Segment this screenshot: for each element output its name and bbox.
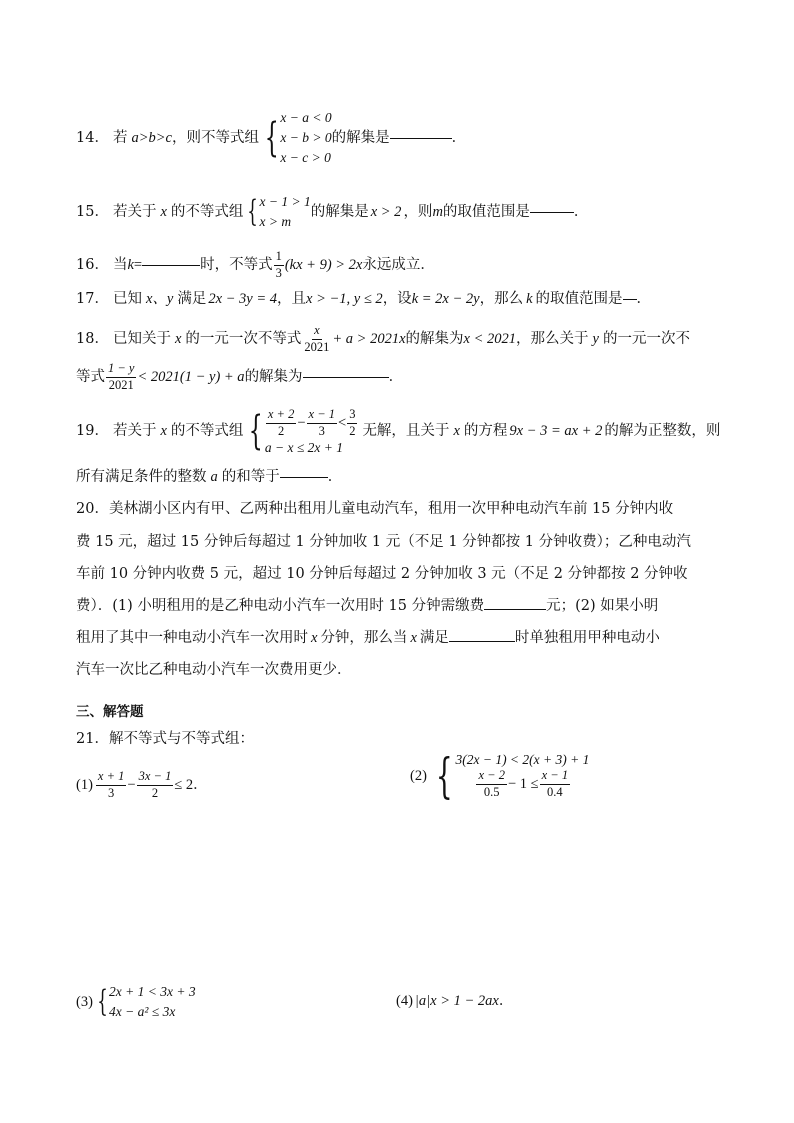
q20-line-5c: 满足 — [419, 630, 449, 646]
q21-p2-f2-den: 0.4 — [547, 784, 563, 799]
q15-var2: m — [432, 203, 443, 220]
question-20-line-3 — [76, 567, 688, 582]
q19-text3: 无解，且关于 — [362, 422, 450, 439]
q21-p1-f2-den: 2 — [151, 785, 159, 800]
question-14 — [76, 108, 466, 168]
q17-cond: x > −1, y ≤ 2 — [306, 291, 383, 307]
q17-text: 已知 — [112, 291, 142, 307]
question-20-line-5 — [76, 631, 660, 646]
q16-prefix: 当 — [112, 257, 128, 273]
question-18-line-2 — [76, 362, 403, 393]
q16-text2: 时，不等式 — [200, 257, 273, 273]
q18-var2: y — [592, 331, 599, 347]
q20-var2: x — [410, 630, 417, 646]
q17-text3: ，且 — [277, 291, 307, 307]
q16-frac-den: 3 — [275, 265, 282, 280]
q19-var3: a — [210, 469, 218, 485]
question-17 — [76, 292, 651, 307]
q20-line-5b: 分钟，那么当 — [320, 630, 408, 646]
q16-eq: = — [133, 257, 143, 273]
q21-p3-row-2: 4x − a² ≤ 3x — [109, 1004, 176, 1019]
q19-f1-den: 2 — [277, 423, 285, 438]
question-20 — [76, 502, 673, 517]
q17-eq2: k = 2x − 2y — [411, 291, 480, 307]
q20-line-6: 汽车一次比乙种电动小汽车一次费用更少． — [76, 662, 352, 678]
q18-cond: x < 2021 — [463, 331, 517, 347]
q16-expr: (kx + 9) > 2x — [284, 257, 363, 273]
q14-end: ． — [451, 129, 467, 146]
brace-icon: { — [249, 408, 264, 454]
q18-fraction — [302, 324, 331, 355]
q19-f2-den: 3 — [318, 423, 325, 438]
q16-answer-blank[interactable] — [142, 264, 200, 266]
q14-answer-blank[interactable] — [390, 137, 452, 139]
q14-prefix: 若 — [112, 129, 128, 146]
q21-p2-f1-num: x − 2 — [476, 769, 506, 785]
q17-var: k — [526, 291, 533, 307]
q21-p2-f1-den: 0.5 — [483, 784, 500, 799]
q20-number: 20． — [76, 501, 109, 517]
q14-row-1: x − a < 0 — [280, 110, 332, 125]
q21-number: 21． — [76, 731, 109, 747]
q19-eq: 9x − 3 = ax + 2 — [509, 422, 603, 439]
q21-p4-label: (4) — [396, 993, 413, 1009]
q16-frac-num: 1 — [274, 250, 284, 266]
q17-text6: 的取值范围是 — [535, 291, 623, 307]
q21-p2-row-2 — [475, 769, 589, 800]
q17-end: ． — [636, 291, 652, 307]
q18-var: x — [174, 331, 182, 347]
q18-text7: 的解集为 — [244, 369, 303, 385]
q19-text2: 的不等式组 — [170, 422, 244, 439]
q21-p2-system — [429, 748, 590, 804]
q15-var: x — [160, 203, 167, 220]
q18-frac2-den: 2021 — [108, 377, 134, 392]
q17-number: 17． — [76, 291, 109, 307]
q14-number: 14． — [76, 129, 109, 146]
q14-condition: a>b>c — [131, 129, 172, 146]
q18-text5: 的一元一次不 — [602, 331, 690, 347]
q19-line2a: 所有满足条件的整数 — [76, 469, 207, 485]
q17-text4: ，设 — [382, 291, 412, 307]
q15-cond: x > 2 — [370, 203, 402, 220]
q14-suffix: 的解集是 — [331, 129, 390, 146]
q14-mid: ，则不等式组 — [171, 129, 259, 146]
section-title: 三、解答题 — [76, 704, 144, 720]
q21-p1-end: ． — [193, 777, 208, 793]
question-20-line-2 — [76, 535, 691, 550]
q16-number: 16． — [76, 257, 109, 273]
q18-frac2-num: 1 − y — [106, 362, 136, 378]
q20-var: x — [311, 630, 318, 646]
q18-text1: 已知关于 — [112, 331, 171, 347]
q15-end: ． — [573, 203, 589, 220]
q19-number: 19． — [76, 422, 109, 439]
q21-p1-f1-den: 3 — [108, 785, 115, 800]
q19-row-1: $\frac{x + 2}{2}$ − $\frac{x - 1}{3}$ < $\frac{3}{2}$ — [267, 407, 356, 438]
q16-text3: 永远成立． — [362, 257, 435, 273]
q15-text2: 的解集是 — [310, 203, 369, 220]
brace-icon: { — [247, 194, 259, 229]
q18-text6: 等式 — [76, 369, 105, 385]
q18-number: 18． — [76, 331, 109, 347]
q19-system — [243, 408, 358, 454]
q15-text3: ，则 — [403, 203, 433, 220]
q18-text2: 的一元一次不等式 — [185, 331, 302, 347]
q15-row-1: x − 1 > 1 — [259, 194, 311, 209]
q20-line-4a: 费）．(1) 小明租用的是乙种电动小汽车一次用时 15 分钟需缴费 — [76, 598, 485, 614]
q20-line-1: 美林湖小区内有甲、乙两种出租用儿童电动汽车，租用一次甲种电动汽车前 15 分钟内收 — [108, 501, 674, 517]
q19-answer-blank[interactable] — [280, 476, 328, 478]
q20-answer-blank-1[interactable] — [484, 608, 546, 610]
q19-f2-num: x − 1 — [307, 408, 337, 424]
q14-row-2: x − b > 0 — [280, 130, 332, 145]
q21-text: 解不等式与不等式组： — [108, 731, 254, 747]
q21-p2-label: (2) — [410, 767, 427, 784]
q21-part-1 — [76, 770, 208, 801]
q21-p2-f2-num: x − 1 — [540, 769, 570, 785]
q20-line-5a: 租用了其中一种电动小汽车一次用时 — [76, 630, 308, 646]
q18-frac-den: 2021 — [304, 339, 330, 354]
q15-number: 15． — [76, 203, 109, 220]
q19-var: x — [160, 422, 167, 439]
q21-part-2 — [410, 748, 590, 804]
q15-prefix: 若关于 — [112, 203, 157, 220]
q21-p1-f1-num: x + 1 — [96, 770, 126, 786]
q16-fraction — [274, 250, 284, 281]
question-21 — [76, 732, 254, 747]
brace-icon: { — [435, 748, 453, 804]
q21-p3-row-1: 2x + 1 < 3x + 3 — [109, 984, 196, 999]
q15-mid: 的不等式组 — [170, 203, 244, 220]
q19-f1-num: x + 2 — [266, 408, 296, 424]
q17-text2: 满足 — [177, 291, 207, 307]
question-20-line-6 — [76, 663, 352, 678]
q15-row-2: x > m — [259, 214, 292, 229]
q19-text1: 若关于 — [112, 422, 157, 439]
question-15 — [76, 192, 588, 232]
question-20-line-4 — [76, 599, 658, 614]
q20-answer-blank-2[interactable] — [449, 640, 515, 642]
q21-p3-system — [93, 982, 196, 1022]
q21-p2-mid: − 1 ≤ — [507, 776, 539, 792]
q20-line-5d: 时单独租用甲种电动小 — [514, 630, 660, 646]
q14-system — [259, 108, 332, 168]
question-19 — [76, 408, 720, 454]
q18-expr1: + a > 2021x — [332, 331, 406, 347]
q17-eq1: 2x − 3y = 4 — [208, 291, 278, 307]
q15-text4: 的取值范围是 — [442, 203, 530, 220]
q18-expr2: < 2021(1 − y) + a — [137, 369, 245, 385]
q14-row-3: x − c > 0 — [280, 150, 331, 165]
q19-text4: 的方程 — [463, 422, 508, 439]
question-19-line-2 — [76, 470, 342, 485]
q15-answer-blank[interactable] — [530, 211, 574, 213]
q18-answer-blank[interactable] — [303, 376, 389, 378]
q19-line2b: 的和等于 — [221, 469, 280, 485]
q19-row-2: a − x ≤ 2x + 1 — [264, 439, 343, 455]
brace-icon: { — [97, 984, 108, 1019]
q21-p1-tail: ≤ 2 — [174, 777, 194, 793]
q16-var: k — [127, 257, 134, 273]
q21-part-4 — [396, 994, 513, 1009]
q18-end: ． — [388, 369, 404, 385]
q21-p1-f2-num: 3x − 1 — [137, 770, 174, 786]
q20-line-2: 费 15 元，超过 15 分钟后每超过 1 分钟加收 1 元（不足 1 分钟都按 1 分钟收费）；乙种电动汽 — [76, 534, 691, 550]
q20-line-4b: 元；(2) 如果小明 — [546, 598, 659, 614]
q21-p1-op: − — [127, 777, 136, 793]
q18-fraction-2 — [106, 362, 136, 393]
q19-f3-num: 3 — [347, 408, 357, 424]
q17-text5: ，那么 — [479, 291, 524, 307]
q18-frac-num: x — [312, 324, 322, 340]
q17-vars: x、y — [145, 291, 174, 307]
q21-p1-label: (1) — [76, 777, 93, 793]
question-16 — [76, 250, 435, 281]
brace-icon: { — [264, 115, 279, 161]
q17-answer-blank[interactable] — [623, 298, 637, 300]
q18-text3: 的解集为 — [405, 331, 464, 347]
q21-p4-end: ． — [498, 993, 514, 1009]
q21-p3-label: (3) — [76, 993, 93, 1010]
q15-system — [243, 192, 310, 232]
q19-var2: x — [453, 422, 460, 439]
q18-text4: ，那么关于 — [516, 331, 589, 347]
q19-text5: 的解为正整数，则 — [604, 422, 721, 439]
q19-f3-den: 2 — [349, 423, 356, 438]
q21-p4-expr: |a|x > 1 − 2ax — [414, 993, 499, 1009]
q21-p2-row-1: 3(2x − 1) < 2(x + 3) + 1 — [455, 751, 590, 767]
question-18 — [76, 324, 690, 355]
q19-end: ． — [327, 469, 343, 485]
q20-line-3: 车前 10 分钟内收费 5 元，超过 10 分钟后每超过 2 分钟加收 3 元（不足 2 分钟都按 2 分钟收 — [76, 566, 688, 582]
q21-part-3 — [76, 982, 196, 1022]
